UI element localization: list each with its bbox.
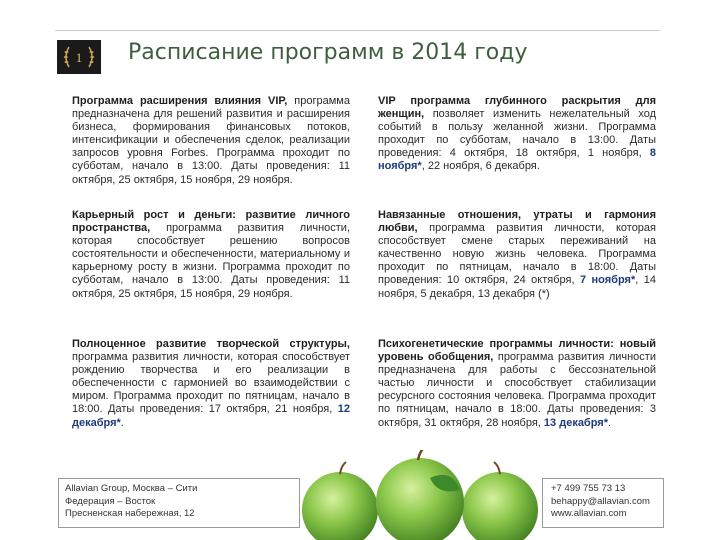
program-description: программа предназначена для решений развития и расширения бизнеса, формирования финансовых потоков, интенсификации и обеспечения сделок, реализации запросов уровня Forbes. Программа проходит по субботам, начало в 13:00. Даты проведения: 11 октября, 25 октября, 15 ноября, 29 ноября. bbox=[72, 95, 350, 186]
address-line: Allavian Group, Москва – Сити bbox=[65, 483, 198, 494]
program-title: Полноценное развитие творческой структуры, bbox=[72, 338, 350, 350]
program-block-vip-women bbox=[378, 95, 656, 174]
program-title: Навязанные отношения, утраты и гармония любви, bbox=[378, 209, 656, 235]
program-title: VIP программа глубинного раскрытия для женщин, bbox=[378, 95, 656, 121]
program-block-psychogenetic bbox=[378, 338, 656, 430]
email-link[interactable]: behappy@allavian.com bbox=[551, 495, 650, 507]
program-description: позволяет изменить нежелательный ход событий в пользу желанной жизни. Программа проходит по субботам, начало в 13:00. Даты проведения: 4 октября, 18 октября, 1 ноября, bbox=[378, 108, 656, 160]
program-block-creativity bbox=[72, 338, 350, 430]
highlighted-date: 7 ноября* bbox=[579, 274, 636, 287]
program-description: программа развития личности, которая способствует рождению творчества и его реализации в обеспеченности с гармонией во взаимодействии с миром. Программа проходит по пятницам, начало в 18:00. Даты проведения: 17 октября, 21 ноября, bbox=[72, 351, 350, 416]
program-description-tail: . bbox=[120, 416, 124, 429]
laurel-logo bbox=[57, 40, 101, 74]
footer-address bbox=[58, 478, 300, 528]
highlighted-date: 8 ноября* bbox=[378, 147, 656, 173]
logo-text: 1 bbox=[75, 50, 83, 65]
program-description-tail: , 22 ноября, 6 декабря. bbox=[421, 160, 540, 173]
program-block-relationships bbox=[378, 209, 656, 301]
highlighted-date: 12 декабря* bbox=[72, 403, 350, 429]
website-link[interactable]: www.allavian.com bbox=[551, 508, 627, 519]
program-description: программа развития личности, которая способствует решению вопросов состоятельности и обеспеченности, материальному и карьерному росту в жизни. Программа проходит по субботам, начало в 13:00. Даты проведения: 11 октября, 25 октября, 15 ноября, 29 ноября. bbox=[72, 222, 350, 300]
program-block-career-money bbox=[72, 209, 350, 301]
green-apples-image bbox=[300, 450, 540, 540]
footer-contacts bbox=[542, 478, 664, 528]
program-title: Психогенетические программы личности: новый уровень обобщения, bbox=[378, 338, 656, 364]
program-title: Карьерный рост и деньги: развитие личного пространства, bbox=[72, 209, 350, 235]
address-line: Пресненская набережная, 12 bbox=[65, 508, 195, 519]
program-title: Программа расширения влияния VIP, bbox=[72, 95, 288, 107]
program-block-vip-influence bbox=[72, 95, 350, 187]
highlighted-date: 13 декабря* bbox=[543, 416, 609, 429]
address-line: Федерация – Восток bbox=[65, 495, 156, 507]
program-description-tail: . bbox=[608, 416, 612, 429]
program-description: программа развития личности предназначена для работы с бессознательной частью личности и способствует стабилизации ресурсного состояния человека. Программа проходит по пятницам, начало в 18:00. Даты проведения: 3 октября, 31 октября, 28 ноября, bbox=[378, 351, 656, 429]
program-description: программа развития личности, которая способствует смене старых переживаний на качественно новую жизнь человека. Программа проходит по пятницам, начало в 18:00. Даты проведения: 10 октября, 24 октября, bbox=[378, 222, 656, 287]
page-title: Расписание программ в 2014 году bbox=[128, 40, 528, 65]
header-divider bbox=[55, 30, 660, 31]
program-description-tail: , 14 ноября, 5 декабря, 13 декабря (*) bbox=[378, 274, 656, 300]
phone-number[interactable]: +7 499 755 73 13 bbox=[551, 483, 626, 494]
